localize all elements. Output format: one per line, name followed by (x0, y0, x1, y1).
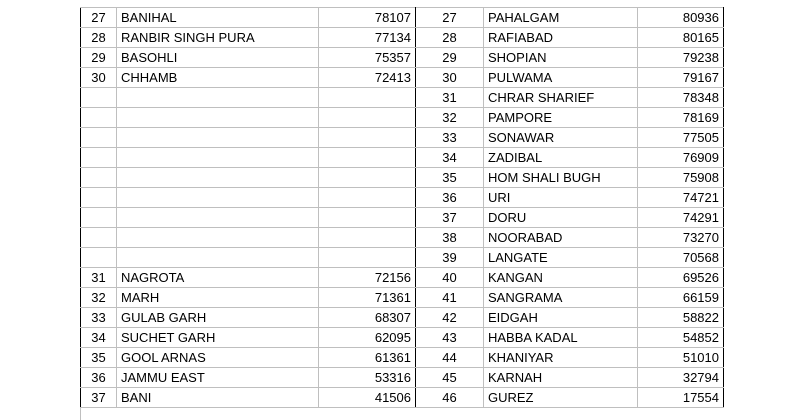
left-row-number-cell[interactable]: 30 (81, 68, 117, 88)
table-row (81, 148, 724, 168)
table-row (81, 128, 724, 148)
right-row-number-cell[interactable]: 39 (416, 248, 484, 268)
right-electorate-cell[interactable]: 73270 (638, 228, 724, 248)
table-row (81, 328, 724, 348)
table-row (81, 28, 724, 48)
right-constituency-name-cell[interactable]: NOORABAD (484, 228, 638, 248)
table-row (81, 268, 724, 288)
table-row (81, 188, 724, 208)
left-row-number-cell[interactable]: 31 (81, 268, 117, 288)
left-electorate-cell[interactable] (319, 248, 416, 268)
right-row-number-cell[interactable]: 30 (416, 68, 484, 88)
left-row-number-cell[interactable]: 35 (81, 348, 117, 368)
left-electorate-cell[interactable] (319, 228, 416, 248)
left-electorate-cell[interactable]: 41506 (319, 388, 416, 408)
left-constituency-name-cell[interactable]: JAMMU EAST (117, 368, 319, 388)
right-electorate-cell[interactable]: 80165 (638, 28, 724, 48)
right-constituency-name-cell[interactable]: PAHALGAM (484, 8, 638, 28)
sheet-continuation (80, 407, 724, 420)
right-row-number-cell[interactable]: 34 (416, 148, 484, 168)
table-row (81, 388, 724, 408)
table-row (81, 288, 724, 308)
right-electorate-cell[interactable]: 58822 (638, 308, 724, 328)
spreadsheet-table-area (80, 7, 723, 408)
right-constituency-name-cell[interactable]: KHANIYAR (484, 348, 638, 368)
right-constituency-name-cell[interactable]: SANGRAMA (484, 288, 638, 308)
right-constituency-name-cell[interactable]: DORU (484, 208, 638, 228)
left-electorate-cell[interactable] (319, 148, 416, 168)
right-constituency-name-cell[interactable]: HOM SHALI BUGH (484, 168, 638, 188)
left-row-number-cell[interactable]: 33 (81, 308, 117, 328)
left-constituency-name-cell[interactable] (117, 148, 319, 168)
right-electorate-cell[interactable]: 78348 (638, 88, 724, 108)
left-constituency-name-cell[interactable]: SUCHET GARH (117, 328, 319, 348)
right-electorate-cell[interactable]: 78169 (638, 108, 724, 128)
left-electorate-cell[interactable]: 78107 (319, 8, 416, 28)
right-constituency-name-cell[interactable]: CHRAR SHARIEF (484, 88, 638, 108)
right-electorate-cell[interactable]: 51010 (638, 348, 724, 368)
right-electorate-cell[interactable]: 32794 (638, 368, 724, 388)
left-electorate-cell[interactable] (319, 168, 416, 188)
left-row-number-cell[interactable] (81, 188, 117, 208)
left-electorate-cell[interactable] (319, 108, 416, 128)
table-row (81, 368, 724, 388)
left-constituency-name-cell[interactable] (117, 108, 319, 128)
right-constituency-name-cell[interactable]: SONAWAR (484, 128, 638, 148)
left-row-number-cell[interactable] (81, 88, 117, 108)
right-row-number-cell[interactable]: 29 (416, 48, 484, 68)
right-row-number-cell[interactable]: 40 (416, 268, 484, 288)
left-row-number-cell[interactable] (81, 208, 117, 228)
left-electorate-cell[interactable]: 68307 (319, 308, 416, 328)
left-row-number-cell[interactable]: 37 (81, 388, 117, 408)
right-row-number-cell[interactable]: 37 (416, 208, 484, 228)
right-electorate-cell[interactable]: 74291 (638, 208, 724, 228)
table-row (81, 68, 724, 88)
left-electorate-cell[interactable]: 62095 (319, 328, 416, 348)
left-constituency-name-cell[interactable]: BANIHAL (117, 8, 319, 28)
table-row (81, 48, 724, 68)
right-row-number-cell[interactable]: 28 (416, 28, 484, 48)
left-electorate-cell[interactable]: 77134 (319, 28, 416, 48)
right-constituency-name-cell[interactable]: HABBA KADAL (484, 328, 638, 348)
left-constituency-name-cell[interactable] (117, 168, 319, 188)
table-row (81, 348, 724, 368)
left-constituency-name-cell[interactable]: BANI (117, 388, 319, 408)
left-electorate-cell[interactable]: 72413 (319, 68, 416, 88)
right-constituency-name-cell[interactable]: PULWAMA (484, 68, 638, 88)
right-row-number-cell[interactable]: 41 (416, 288, 484, 308)
table-row (81, 88, 724, 108)
left-row-number-cell[interactable]: 28 (81, 28, 117, 48)
right-electorate-cell[interactable]: 80936 (638, 8, 724, 28)
right-electorate-cell[interactable]: 66159 (638, 288, 724, 308)
left-row-number-cell[interactable] (81, 128, 117, 148)
table-row (81, 108, 724, 128)
left-row-number-cell[interactable]: 27 (81, 8, 117, 28)
right-constituency-name-cell[interactable]: SHOPIAN (484, 48, 638, 68)
right-row-number-cell[interactable]: 32 (416, 108, 484, 128)
left-row-number-cell[interactable]: 29 (81, 48, 117, 68)
right-row-number-cell[interactable]: 44 (416, 348, 484, 368)
table-row (81, 208, 724, 228)
left-constituency-name-cell[interactable]: CHHAMB (117, 68, 319, 88)
left-electorate-cell[interactable]: 71361 (319, 288, 416, 308)
left-constituency-name-cell[interactable]: GULAB GARH (117, 308, 319, 328)
left-electorate-cell[interactable] (319, 208, 416, 228)
right-electorate-cell[interactable]: 79167 (638, 68, 724, 88)
table-row (81, 8, 724, 28)
right-constituency-name-cell[interactable]: KANGAN (484, 268, 638, 288)
right-electorate-cell[interactable]: 75908 (638, 168, 724, 188)
right-constituency-name-cell[interactable]: PAMPORE (484, 108, 638, 128)
left-row-number-cell[interactable]: 36 (81, 368, 117, 388)
right-electorate-cell[interactable]: 54852 (638, 328, 724, 348)
table-row (81, 228, 724, 248)
right-constituency-name-cell[interactable]: KARNAH (484, 368, 638, 388)
right-electorate-cell[interactable]: 79238 (638, 48, 724, 68)
left-constituency-name-cell[interactable] (117, 248, 319, 268)
left-electorate-cell[interactable]: 53316 (319, 368, 416, 388)
left-constituency-name-cell[interactable] (117, 208, 319, 228)
left-constituency-name-cell[interactable] (117, 188, 319, 208)
right-row-number-cell[interactable]: 42 (416, 308, 484, 328)
left-electorate-cell[interactable] (319, 128, 416, 148)
right-row-number-cell[interactable]: 36 (416, 188, 484, 208)
right-constituency-name-cell[interactable]: LANGATE (484, 248, 638, 268)
left-electorate-cell[interactable]: 61361 (319, 348, 416, 368)
left-row-number-cell[interactable] (81, 228, 117, 248)
right-constituency-name-cell[interactable]: EIDGAH (484, 308, 638, 328)
right-constituency-name-cell[interactable]: RAFIABAD (484, 28, 638, 48)
left-row-number-cell[interactable]: 32 (81, 288, 117, 308)
right-row-number-cell[interactable]: 31 (416, 88, 484, 108)
left-row-number-cell[interactable]: 34 (81, 328, 117, 348)
left-row-number-cell[interactable] (81, 168, 117, 188)
left-constituency-name-cell[interactable]: NAGROTA (117, 268, 319, 288)
table-row (81, 248, 724, 268)
right-row-number-cell[interactable]: 35 (416, 168, 484, 188)
right-electorate-cell[interactable]: 74721 (638, 188, 724, 208)
right-constituency-name-cell[interactable]: GUREZ (484, 388, 638, 408)
left-row-number-cell[interactable] (81, 248, 117, 268)
right-row-number-cell[interactable]: 38 (416, 228, 484, 248)
table-row (81, 168, 724, 188)
right-row-number-cell[interactable]: 46 (416, 388, 484, 408)
right-electorate-cell[interactable]: 17554 (638, 388, 724, 408)
right-constituency-name-cell[interactable]: URI (484, 188, 638, 208)
left-row-number-cell[interactable] (81, 108, 117, 128)
left-electorate-cell[interactable] (319, 188, 416, 208)
right-electorate-cell[interactable]: 77505 (638, 128, 724, 148)
right-electorate-cell[interactable]: 69526 (638, 268, 724, 288)
left-electorate-cell[interactable]: 72156 (319, 268, 416, 288)
right-constituency-name-cell[interactable]: ZADIBAL (484, 148, 638, 168)
left-electorate-cell[interactable] (319, 88, 416, 108)
left-constituency-name-cell[interactable] (117, 88, 319, 108)
left-constituency-name-cell[interactable]: RANBIR SINGH PURA (117, 28, 319, 48)
table-row (81, 308, 724, 328)
right-electorate-cell[interactable]: 70568 (638, 248, 724, 268)
right-row-number-cell[interactable]: 45 (416, 368, 484, 388)
left-electorate-cell[interactable]: 75357 (319, 48, 416, 68)
constituency-table (80, 7, 724, 408)
left-constituency-name-cell[interactable]: BASOHLI (117, 48, 319, 68)
right-row-number-cell[interactable]: 43 (416, 328, 484, 348)
left-constituency-name-cell[interactable]: MARH (117, 288, 319, 308)
left-row-number-cell[interactable] (81, 148, 117, 168)
left-constituency-name-cell[interactable]: GOOL ARNAS (117, 348, 319, 368)
left-constituency-name-cell[interactable] (117, 128, 319, 148)
right-row-number-cell[interactable]: 27 (416, 8, 484, 28)
right-electorate-cell[interactable]: 76909 (638, 148, 724, 168)
left-constituency-name-cell[interactable] (117, 228, 319, 248)
right-row-number-cell[interactable]: 33 (416, 128, 484, 148)
